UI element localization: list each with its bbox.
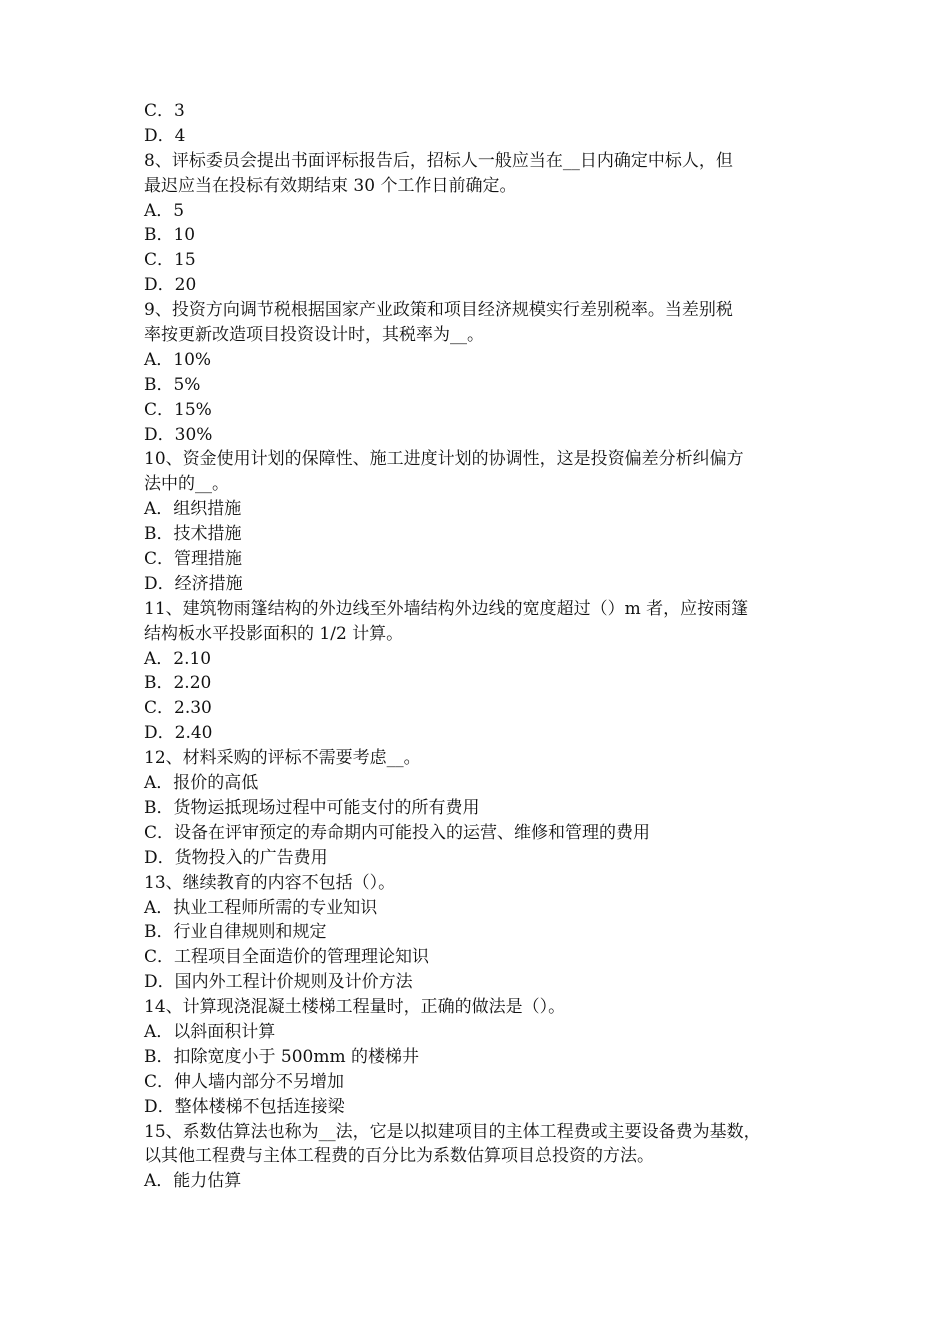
option-line: A．10% bbox=[144, 349, 212, 370]
option-line: C．设备在评审预定的寿命期内可能投入的运营、维修和管理的费用 bbox=[144, 822, 651, 843]
option-line: A．执业工程师所需的专业知识 bbox=[144, 897, 378, 918]
question-line: 以其他工程费与主体工程费的百分比为系数估算项目总投资的方法。 bbox=[144, 1146, 654, 1167]
question-line: 15、系数估算法也称为__法，它是以拟建项目的主体工程费或主要设备费为基数， bbox=[144, 1121, 761, 1142]
option-line: C．伸人墙内部分不另增加 bbox=[144, 1071, 345, 1092]
question-line: 最迟应当在投标有效期结束 30 个工作日前确定。 bbox=[144, 175, 517, 196]
option-line: D．国内外工程计价规则及计价方法 bbox=[144, 972, 413, 993]
option-line: A．组织措施 bbox=[144, 499, 242, 520]
question-line: 13、继续教育的内容不包括（）。 bbox=[144, 872, 396, 893]
option-line: C．工程项目全面造价的管理理论知识 bbox=[144, 947, 430, 968]
option-line: D．4 bbox=[144, 125, 186, 146]
option-line: D．经济措施 bbox=[144, 573, 243, 594]
question-line: 8、评标委员会提出书面评标报告后，招标人一般应当在__日内确定中标人，但 bbox=[144, 150, 733, 171]
option-line: C．15 bbox=[144, 250, 196, 271]
option-line: B．2.20 bbox=[144, 673, 212, 694]
question-line: 法中的__。 bbox=[144, 474, 229, 495]
option-line: A．以斜面积计算 bbox=[144, 1021, 276, 1042]
option-line: B．行业自律规则和规定 bbox=[144, 922, 327, 943]
option-line: B．货物运抵现场过程中可能支付的所有费用 bbox=[144, 797, 480, 818]
document-page bbox=[144, 99, 814, 1194]
option-line: D．整体楼梯不包括连接梁 bbox=[144, 1096, 345, 1117]
option-line: D．30% bbox=[144, 424, 213, 445]
option-line: A．2.10 bbox=[144, 648, 212, 669]
option-line: A．5 bbox=[144, 200, 185, 221]
option-line: C．2.30 bbox=[144, 698, 212, 719]
question-line: 率按更新改造项目投资设计时，其税率为__。 bbox=[144, 325, 484, 346]
question-line: 结构板水平投影面积的 1/2 计算。 bbox=[144, 623, 404, 644]
option-line: C．15% bbox=[144, 399, 212, 420]
question-line: 12、材料采购的评标不需要考虑__。 bbox=[144, 748, 421, 769]
question-line: 11、建筑物雨篷结构的外边线至外墙结构外边线的宽度超过（）m 者，应按雨篷 bbox=[144, 598, 749, 619]
option-line: C．管理措施 bbox=[144, 549, 243, 570]
option-line: B．技术措施 bbox=[144, 524, 242, 545]
option-line: B．10 bbox=[144, 225, 196, 246]
option-line: D．20 bbox=[144, 275, 197, 296]
option-line: B．5% bbox=[144, 374, 201, 395]
option-line: C．3 bbox=[144, 101, 185, 121]
question-line: 9、投资方向调节税根据国家产业政策和项目经济规模实行差别税率。当差别税 bbox=[144, 300, 733, 321]
option-line: A．能力估算 bbox=[144, 1171, 242, 1192]
option-line: B．扣除宽度小于 500mm 的楼梯井 bbox=[144, 1046, 419, 1067]
question-line: 14、计算现浇混凝土楼梯工程量时，正确的做法是（）。 bbox=[144, 997, 566, 1018]
option-line: A．报价的高低 bbox=[144, 773, 259, 794]
question-line: 10、资金使用计划的保障性、施工进度计划的协调性，这是投资偏差分析纠偏方 bbox=[144, 449, 744, 470]
option-line: D．货物投入的广告费用 bbox=[144, 847, 328, 868]
option-line: D．2.40 bbox=[144, 723, 213, 744]
